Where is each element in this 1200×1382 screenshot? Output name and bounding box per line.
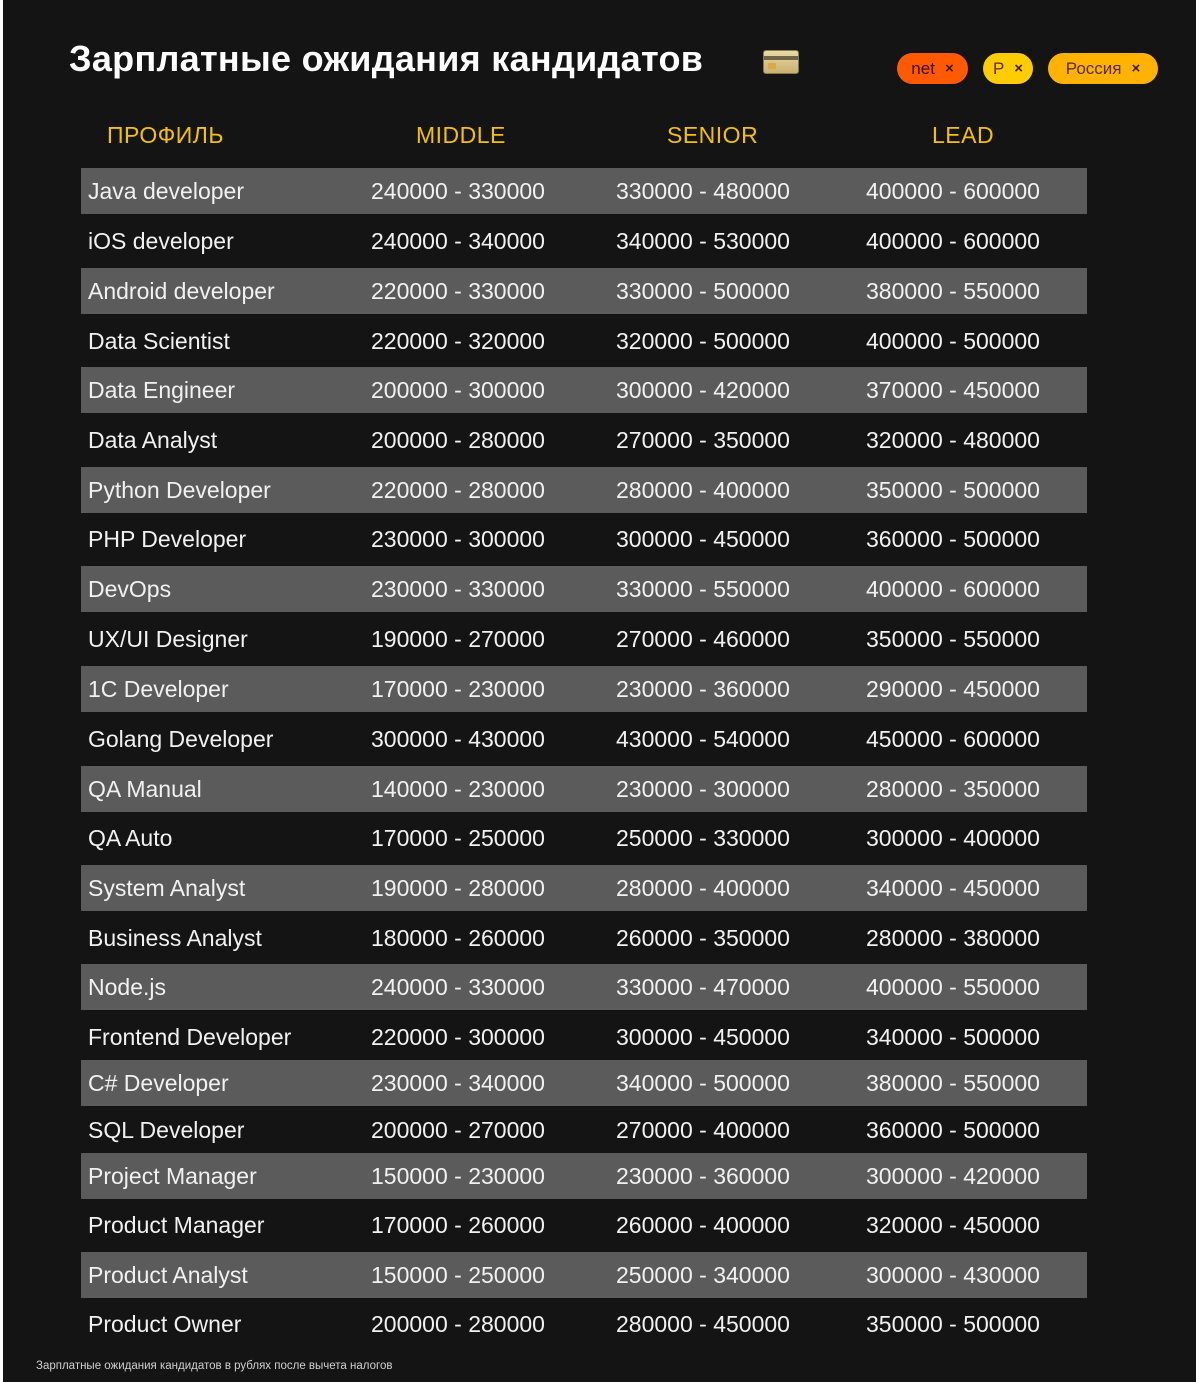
filter-chip-country[interactable] <box>1048 53 1158 84</box>
middle-cell: 200000 - 280000 <box>371 426 545 453</box>
middle-cell: 200000 - 270000 <box>371 1116 545 1143</box>
middle-cell: 200000 - 280000 <box>371 1310 545 1337</box>
table-row <box>81 1060 1087 1106</box>
table-row <box>81 467 1087 513</box>
senior-cell: 330000 - 470000 <box>616 973 790 1000</box>
senior-cell: 300000 - 450000 <box>616 1023 790 1050</box>
filter-chip-label: Россия <box>1065 58 1122 78</box>
middle-cell: 190000 - 280000 <box>371 874 545 901</box>
table-row <box>81 1014 1087 1060</box>
table-row <box>81 318 1087 364</box>
table-row <box>81 915 1087 961</box>
lead-cell: 400000 - 550000 <box>866 973 1040 1000</box>
column-header-lead: LEAD <box>932 122 995 148</box>
lead-cell: 370000 - 450000 <box>866 376 1040 403</box>
profile-cell: Product Manager <box>88 1211 265 1238</box>
senior-cell: 230000 - 360000 <box>616 675 790 702</box>
lead-cell: 380000 - 550000 <box>866 277 1040 304</box>
profile-cell: Frontend Developer <box>88 1023 292 1050</box>
senior-cell: 280000 - 400000 <box>616 874 790 901</box>
profile-cell: PHP Developer <box>88 525 247 552</box>
profile-cell: Business Analyst <box>88 924 262 951</box>
senior-cell: 300000 - 450000 <box>616 525 790 552</box>
profile-cell: QA Auto <box>88 824 173 851</box>
lead-cell: 280000 - 380000 <box>866 924 1040 951</box>
profile-cell: Project Manager <box>88 1162 257 1189</box>
table-row <box>81 168 1087 214</box>
table-row <box>81 516 1087 562</box>
close-icon[interactable]: × <box>1014 60 1024 77</box>
table-row <box>81 1202 1087 1248</box>
filter-chip-label: net <box>911 58 935 78</box>
salary-infographic <box>3 0 1196 1382</box>
footnote: Зарплатные ожидания кандидатов в рублях после вычета налогов <box>36 1360 393 1372</box>
middle-cell: 180000 - 260000 <box>371 924 545 951</box>
lead-cell: 400000 - 600000 <box>866 177 1040 204</box>
senior-cell: 300000 - 420000 <box>616 376 790 403</box>
profile-cell: UX/UI Designer <box>88 625 248 652</box>
filter-chip-currency[interactable] <box>983 53 1033 84</box>
lead-cell: 400000 - 600000 <box>866 227 1040 254</box>
senior-cell: 330000 - 480000 <box>616 177 790 204</box>
lead-cell: 350000 - 500000 <box>866 1310 1040 1337</box>
senior-cell: 280000 - 400000 <box>616 476 790 503</box>
lead-cell: 400000 - 600000 <box>866 575 1040 602</box>
profile-cell: Android developer <box>88 277 275 304</box>
middle-cell: 220000 - 280000 <box>371 476 545 503</box>
senior-cell: 340000 - 500000 <box>616 1069 790 1096</box>
table-row <box>81 1153 1087 1199</box>
table-row <box>81 865 1087 911</box>
lead-cell: 400000 - 500000 <box>866 327 1040 354</box>
senior-cell: 250000 - 330000 <box>616 824 790 851</box>
middle-cell: 220000 - 320000 <box>371 327 545 354</box>
table-row <box>81 666 1087 712</box>
column-header-middle: MIDDLE <box>416 122 506 148</box>
middle-cell: 170000 - 230000 <box>371 675 545 702</box>
middle-cell: 220000 - 330000 <box>371 277 545 304</box>
column-header-profile: ПРОФИЛЬ <box>107 122 224 148</box>
senior-cell: 270000 - 400000 <box>616 1116 790 1143</box>
senior-cell: 330000 - 550000 <box>616 575 790 602</box>
middle-cell: 240000 - 330000 <box>371 177 545 204</box>
table-row <box>81 1252 1087 1298</box>
senior-cell: 250000 - 340000 <box>616 1261 790 1288</box>
middle-cell: 150000 - 230000 <box>371 1162 545 1189</box>
table-row <box>81 964 1087 1010</box>
credit-card-icon <box>763 50 799 74</box>
lead-cell: 320000 - 480000 <box>866 426 1040 453</box>
profile-cell: Golang Developer <box>88 725 274 752</box>
filter-chip-label: Р <box>992 58 1005 78</box>
lead-cell: 350000 - 500000 <box>866 476 1040 503</box>
middle-cell: 240000 - 330000 <box>371 973 545 1000</box>
senior-cell: 230000 - 300000 <box>616 775 790 802</box>
middle-cell: 300000 - 430000 <box>371 725 545 752</box>
lead-cell: 340000 - 500000 <box>866 1023 1040 1050</box>
filter-chip-net[interactable] <box>897 53 968 84</box>
middle-cell: 170000 - 260000 <box>371 1211 545 1238</box>
profile-cell: Data Engineer <box>88 376 236 403</box>
profile-cell: Product Analyst <box>88 1261 248 1288</box>
middle-cell: 230000 - 330000 <box>371 575 545 602</box>
close-icon[interactable]: × <box>944 60 954 77</box>
profile-cell: iOS developer <box>88 227 234 254</box>
senior-cell: 330000 - 500000 <box>616 277 790 304</box>
lead-cell: 280000 - 350000 <box>866 775 1040 802</box>
profile-cell: Python Developer <box>88 476 271 503</box>
profile-cell: Product Owner <box>88 1310 242 1337</box>
profile-cell: Node.js <box>88 973 166 1000</box>
table-row <box>81 1107 1087 1153</box>
lead-cell: 350000 - 550000 <box>866 625 1040 652</box>
senior-cell: 270000 - 350000 <box>616 426 790 453</box>
senior-cell: 270000 - 460000 <box>616 625 790 652</box>
lead-cell: 450000 - 600000 <box>866 725 1040 752</box>
senior-cell: 280000 - 450000 <box>616 1310 790 1337</box>
senior-cell: 260000 - 350000 <box>616 924 790 951</box>
table-row <box>81 218 1087 264</box>
senior-cell: 230000 - 360000 <box>616 1162 790 1189</box>
profile-cell: C# Developer <box>88 1069 229 1096</box>
lead-cell: 360000 - 500000 <box>866 525 1040 552</box>
senior-cell: 260000 - 400000 <box>616 1211 790 1238</box>
middle-cell: 220000 - 300000 <box>371 1023 545 1050</box>
lead-cell: 300000 - 430000 <box>866 1261 1040 1288</box>
middle-cell: 230000 - 340000 <box>371 1069 545 1096</box>
table-row <box>81 815 1087 861</box>
senior-cell: 430000 - 540000 <box>616 725 790 752</box>
middle-cell: 200000 - 300000 <box>371 376 545 403</box>
table-row <box>81 1301 1087 1347</box>
table-row <box>81 616 1087 662</box>
lead-cell: 380000 - 550000 <box>866 1069 1040 1096</box>
profile-cell: Data Analyst <box>88 426 218 453</box>
senior-cell: 340000 - 530000 <box>616 227 790 254</box>
close-icon[interactable]: × <box>1131 60 1141 77</box>
profile-cell: QA Manual <box>88 775 202 802</box>
middle-cell: 230000 - 300000 <box>371 525 545 552</box>
lead-cell: 300000 - 420000 <box>866 1162 1040 1189</box>
profile-cell: SQL Developer <box>88 1116 245 1143</box>
lead-cell: 360000 - 500000 <box>866 1116 1040 1143</box>
lead-cell: 320000 - 450000 <box>866 1211 1040 1238</box>
table-row <box>81 766 1087 812</box>
middle-cell: 140000 - 230000 <box>371 775 545 802</box>
lead-cell: 300000 - 400000 <box>866 824 1040 851</box>
table-row <box>81 367 1087 413</box>
senior-cell: 320000 - 500000 <box>616 327 790 354</box>
middle-cell: 170000 - 250000 <box>371 824 545 851</box>
middle-cell: 150000 - 250000 <box>371 1261 545 1288</box>
lead-cell: 290000 - 450000 <box>866 675 1040 702</box>
middle-cell: 190000 - 270000 <box>371 625 545 652</box>
profile-cell: 1C Developer <box>88 675 229 702</box>
column-header-senior: SENIOR <box>667 122 759 148</box>
lead-cell: 340000 - 450000 <box>866 874 1040 901</box>
page-title: Зарплатные ожидания кандидатов <box>69 38 704 79</box>
table-row <box>81 268 1087 314</box>
profile-cell: DevOps <box>88 575 172 602</box>
profile-cell: System Analyst <box>88 874 246 901</box>
middle-cell: 240000 - 340000 <box>371 227 545 254</box>
table-row <box>81 417 1087 463</box>
table-row <box>81 716 1087 762</box>
profile-cell: Data Scientist <box>88 327 230 354</box>
table-row <box>81 566 1087 612</box>
profile-cell: Java developer <box>88 177 244 204</box>
